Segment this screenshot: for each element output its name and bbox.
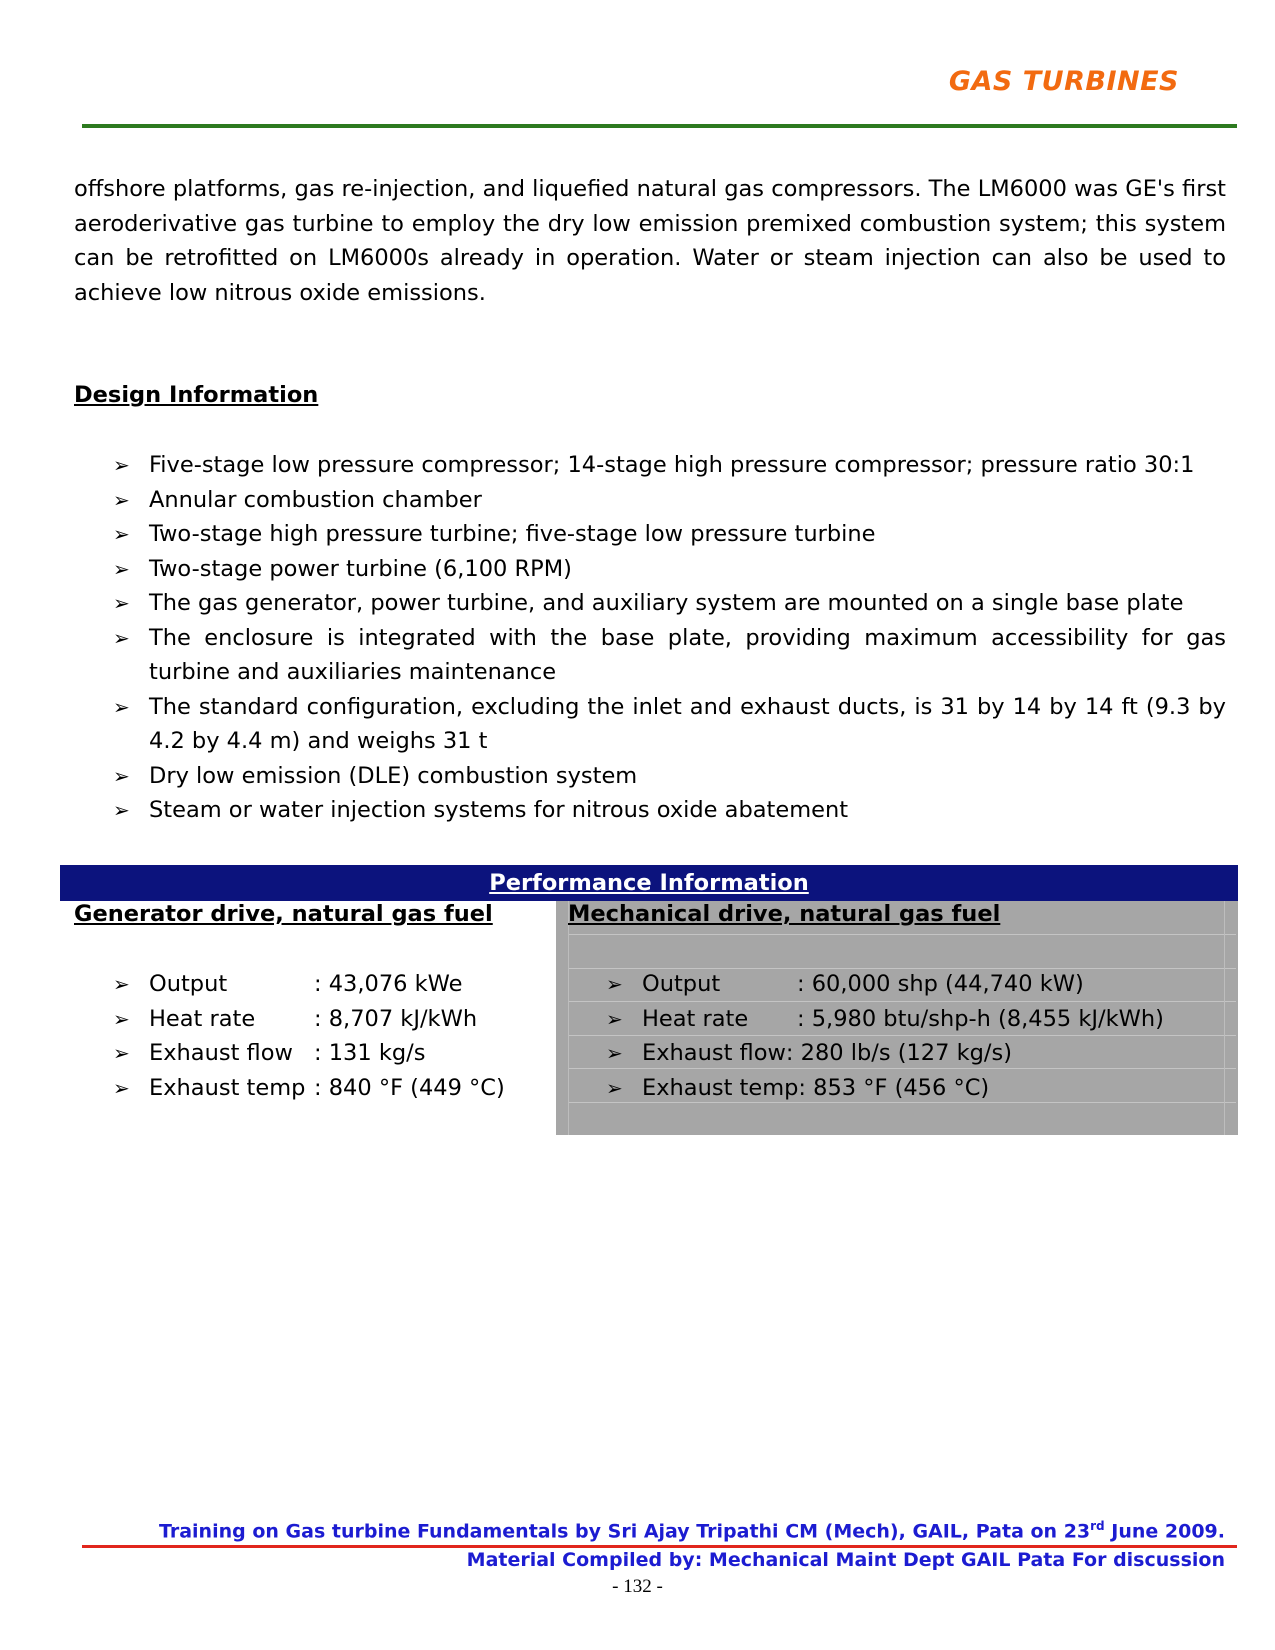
generator-drive-list: [113, 967, 505, 1105]
arrow-bullet-icon: ➢: [606, 1041, 623, 1065]
design-list-item-text: Dry low emission (DLE) combustion system: [149, 762, 638, 789]
design-list-item-text: Annular combustion chamber: [149, 486, 482, 513]
performance-item-value: : 840 °F (449 °C): [314, 1074, 505, 1101]
footer-credit-text: Training on Gas turbine Fundamentals by Sri Ajay Tripathi CM (Mech), GAIL, Pata on 23: [158, 1520, 1091, 1543]
performance-list-item: [113, 1002, 505, 1037]
design-list-item-text: Two-stage power turbine (6,100 RPM): [149, 555, 572, 582]
performance-information-heading: Performance Information: [489, 870, 809, 896]
panel-gridline: [1224, 901, 1225, 1135]
performance-item-label: Heat rate: [642, 1005, 749, 1032]
arrow-bullet-icon: ➢: [113, 556, 130, 581]
performance-information-banner: [60, 865, 1238, 901]
design-list-item: [113, 793, 1226, 828]
design-list-item-text: The enclosure is integrated with the base plate, providing maximum accessibility for gas turbine and auxiliaries maintenance: [149, 624, 1226, 685]
performance-item-label: Heat rate: [149, 1005, 256, 1032]
intro-paragraph: offshore platforms, gas re-injection, and liquefied natural gas compressors. The LM6000 was GE's first aeroderivative gas turbine to employ the dry low emission premixed combustion system; this system can be retrofitted on LM6000s already in operation. Water or steam injection can also be used to achieve low nitrous oxide emissions.: [74, 176, 1226, 306]
arrow-bullet-icon: ➢: [113, 453, 130, 477]
footer-divider: [82, 1545, 1237, 1548]
design-list-item-text: Steam or water injection systems for nitrous oxide abatement: [149, 797, 849, 823]
performance-item-value: : 131 kg/s: [314, 1040, 426, 1066]
design-list-item: [113, 690, 1226, 759]
performance-item-label: Output: [642, 971, 721, 997]
arrow-bullet-icon: ➢: [606, 1075, 623, 1100]
arrow-bullet-icon: ➢: [113, 1006, 130, 1031]
design-list-item-text: The standard configuration, excluding the inlet and exhaust ducts, is 31 by 14 by 14 ft (9.3 by 4.2 by 4.4 m) and weighs 31 t: [149, 693, 1226, 754]
performance-item-value: : 853 °F (456 °C): [798, 1074, 990, 1101]
design-list-item: [113, 448, 1226, 483]
performance-item-label: Exhaust temp: [149, 1074, 306, 1101]
header-divider: [82, 124, 1237, 128]
arrow-bullet-icon: ➢: [113, 763, 130, 788]
performance-item-value: : 43,076 kWe: [314, 971, 463, 997]
arrow-bullet-icon: ➢: [113, 1041, 130, 1065]
design-information-heading: Design Information: [74, 382, 319, 408]
footer-training-credit: [159, 1519, 1225, 1542]
performance-item-label: Output: [149, 971, 228, 997]
performance-list-item: [606, 1071, 1164, 1106]
arrow-bullet-icon: ➢: [113, 487, 130, 512]
performance-item-label: Exhaust temp: [642, 1074, 799, 1101]
performance-item-label: Exhaust flow: [149, 1040, 293, 1066]
mechanical-drive-list: [606, 967, 1164, 1105]
performance-item-value: : 5,980 btu/shp-h (8,455 kJ/kWh): [797, 1005, 1164, 1032]
panel-gridline: [568, 934, 1236, 935]
arrow-bullet-icon: ➢: [113, 972, 130, 996]
design-list-item: [113, 483, 1226, 518]
footer-ordinal-suffix: rd: [1090, 1519, 1105, 1533]
performance-list-item: [113, 1036, 505, 1071]
design-list-item-text: Two-stage high pressure turbine; five-stage low pressure turbine: [149, 521, 876, 547]
arrow-bullet-icon: ➢: [606, 1006, 623, 1031]
design-list-item: [113, 586, 1226, 621]
arrow-bullet-icon: ➢: [113, 522, 130, 546]
design-information-list: [113, 448, 1226, 828]
mechanical-drive-heading: Mechanical drive, natural gas fuel: [568, 901, 1001, 927]
arrow-bullet-icon: ➢: [606, 972, 623, 996]
performance-list-item: [606, 1036, 1164, 1071]
design-list-item: [113, 759, 1226, 794]
arrow-bullet-icon: ➢: [113, 1075, 130, 1100]
performance-item-label: Exhaust flow: [642, 1040, 786, 1066]
performance-list-item: [113, 967, 505, 1002]
footer-credit-date: June 2009.: [1104, 1520, 1225, 1543]
performance-list-item: [606, 1002, 1164, 1037]
design-list-item: [113, 621, 1226, 690]
panel-gridline: [568, 901, 569, 1135]
arrow-bullet-icon: ➢: [113, 625, 130, 650]
performance-list-item: [113, 1071, 505, 1106]
arrow-bullet-icon: ➢: [113, 694, 130, 719]
design-list-item: [113, 552, 1226, 587]
design-list-item-text: Five-stage low pressure compressor; 14-stage high pressure compressor; pressure ratio 30:1: [149, 452, 1195, 478]
performance-list-item: [606, 967, 1164, 1002]
design-list-item: [113, 517, 1226, 552]
arrow-bullet-icon: ➢: [113, 798, 130, 822]
arrow-bullet-icon: ➢: [113, 591, 130, 615]
performance-item-value: : 8,707 kJ/kWh: [314, 1005, 478, 1032]
page-number: - 132 -: [612, 1576, 663, 1597]
generator-drive-heading: Generator drive, natural gas fuel: [74, 901, 493, 927]
performance-item-value: : 280 lb/s (127 kg/s): [785, 1040, 1012, 1066]
performance-item-value: : 60,000 shp (44,740 kW): [797, 971, 1084, 997]
design-list-item-text: The gas generator, power turbine, and auxiliary system are mounted on a single base plate: [149, 590, 1184, 616]
running-header-title: GAS TURBINES: [948, 66, 1179, 97]
footer-compiled-by: Material Compiled by: Mechanical Maint Dept GAIL Pata For discussion: [466, 1549, 1225, 1571]
